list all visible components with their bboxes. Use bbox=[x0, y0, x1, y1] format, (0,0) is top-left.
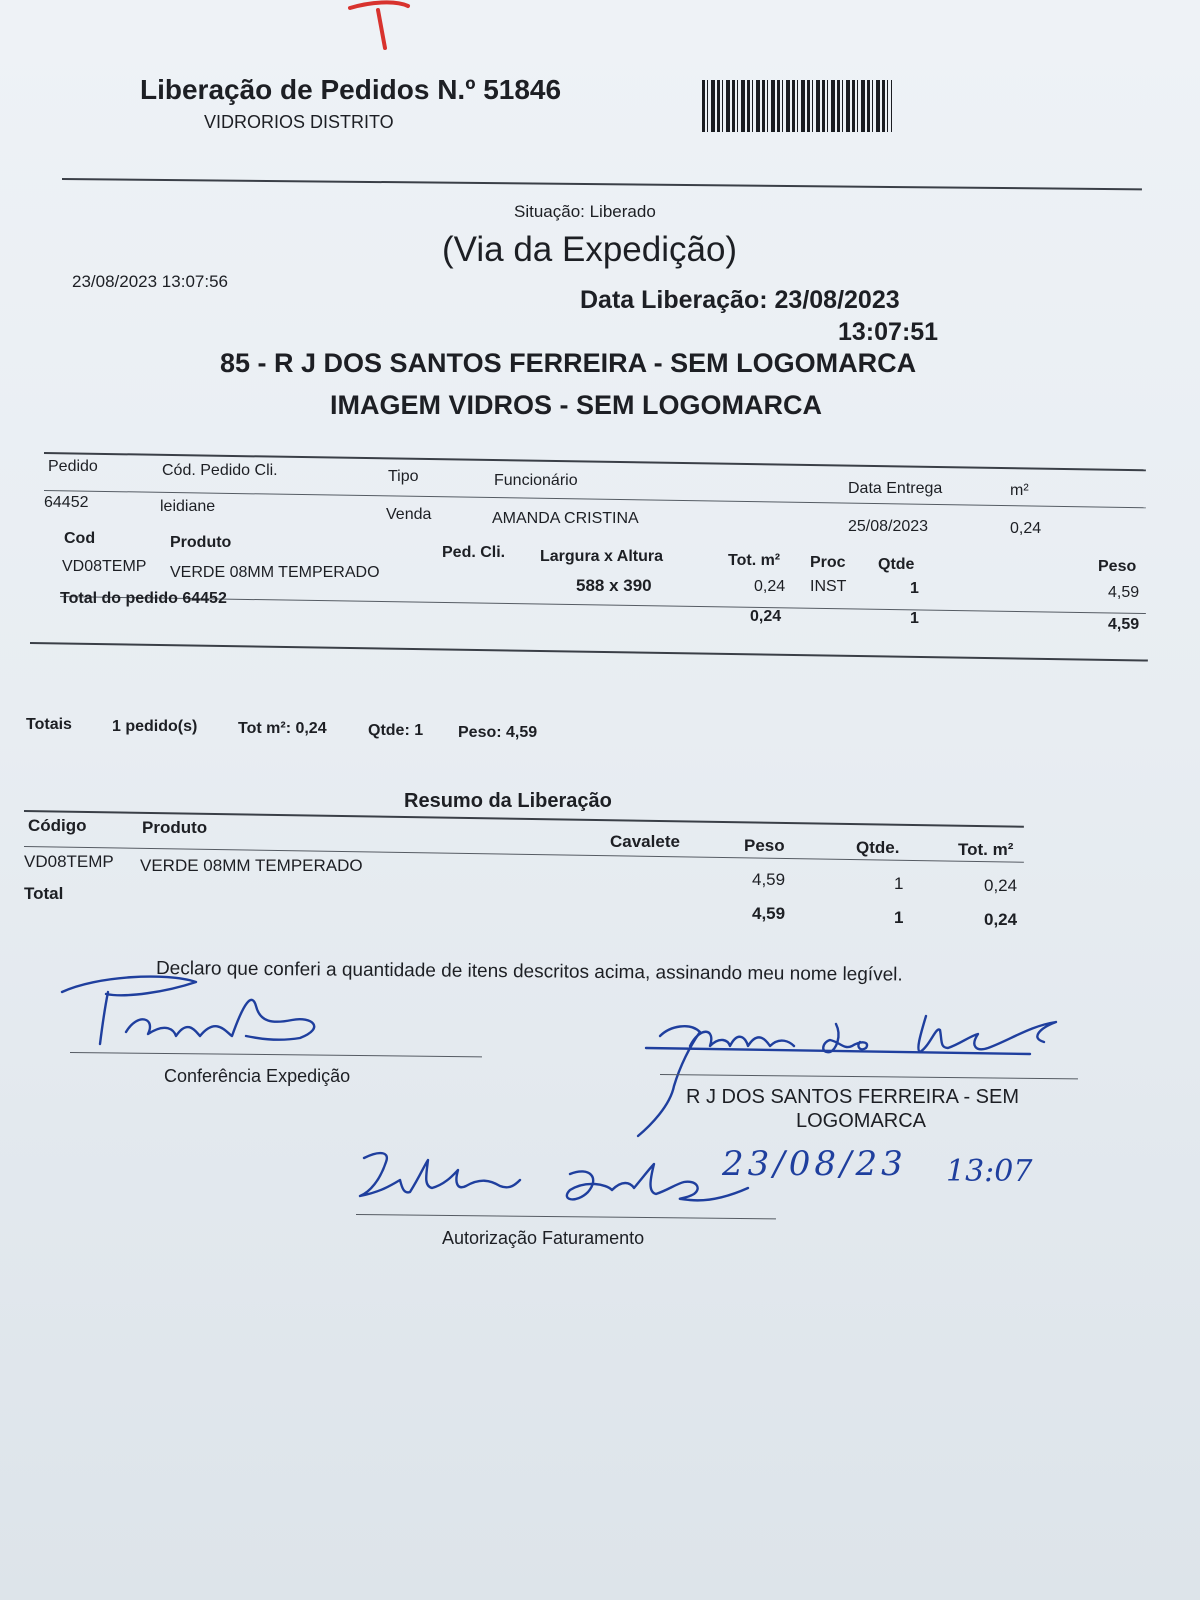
item-proc: INST bbox=[810, 578, 847, 595]
declaracao: Declaro que conferi a quantidade de itens descritos acima, assinando meu nome legível. bbox=[155, 958, 903, 986]
header-funcionario: Funcionário bbox=[494, 472, 578, 489]
total-pedido-peso: 4,59 bbox=[1108, 616, 1140, 633]
via-title: (Via da Expedição) bbox=[442, 230, 738, 269]
row-pedido: 64452 bbox=[44, 494, 89, 511]
barcode bbox=[702, 80, 892, 132]
row-tipo: Venda bbox=[386, 506, 432, 523]
company-name: VIDRORIOS DISTRITO bbox=[204, 112, 394, 132]
total-pedido-qtde: 1 bbox=[910, 610, 919, 627]
header-tipo: Tipo bbox=[388, 468, 419, 485]
totais-label: Totais bbox=[26, 716, 72, 733]
cliente-label-1: R J DOS SANTOS FERREIRA - SEM bbox=[686, 1086, 1020, 1108]
item-produto: VERDE 08MM TEMPERADO bbox=[170, 564, 380, 581]
cliente-linha-2: IMAGEM VIDROS - SEM LOGOMARCA bbox=[330, 390, 822, 420]
cliente-label-2: LOGOMARCA bbox=[796, 1110, 927, 1132]
hora-liberacao: 13:07:51 bbox=[838, 318, 939, 346]
header-m2: m² bbox=[1010, 482, 1029, 499]
header-divider bbox=[62, 178, 1142, 190]
totais-peso: Peso: 4,59 bbox=[458, 724, 538, 741]
row-data-entrega: 25/08/2023 bbox=[848, 518, 929, 535]
resumo-header-peso: Peso bbox=[744, 836, 785, 855]
item-header-proc: Proc bbox=[810, 554, 846, 571]
item-header-produto: Produto bbox=[170, 534, 232, 551]
resumo-row-qtde: 1 bbox=[894, 874, 904, 893]
signature-conferencia bbox=[56, 972, 356, 1062]
data-liberacao: Data Liberação: 23/08/2023 bbox=[580, 286, 900, 314]
totais-qtde: Qtde: 1 bbox=[368, 722, 424, 739]
resumo-total-qtde: 1 bbox=[894, 908, 904, 927]
header-cod-pedido-cli: Cód. Pedido Cli. bbox=[162, 462, 278, 479]
resumo-row-peso: 4,59 bbox=[752, 870, 786, 889]
resumo-header-tot-m2: Tot. m² bbox=[958, 840, 1014, 859]
totais-pedidos: 1 pedido(s) bbox=[112, 718, 198, 735]
resumo-total-peso: 4,59 bbox=[752, 904, 786, 923]
red-pen-mark bbox=[340, 0, 430, 60]
situacao: Situação: Liberado bbox=[514, 202, 656, 221]
resumo-row-tot-m2: 0,24 bbox=[984, 876, 1018, 895]
conferencia-label: Conferência Expedição bbox=[164, 1066, 351, 1086]
totais-tot-m2: Tot m²: 0,24 bbox=[238, 720, 327, 737]
table-bottom-line bbox=[30, 642, 1148, 662]
item-header-largura-altura: Largura x Altura bbox=[540, 548, 663, 565]
header-data-entrega: Data Entrega bbox=[848, 480, 943, 497]
item-header-cod: Cod bbox=[64, 530, 96, 547]
item-header-ped-cli: Ped. Cli. bbox=[442, 544, 506, 561]
cliente-linha-1: 85 - R J DOS SANTOS FERREIRA - SEM LOGOMARCA bbox=[220, 348, 917, 378]
resumo-title: Resumo da Liberação bbox=[404, 790, 612, 812]
handwritten-time: 13:07 bbox=[946, 1154, 1033, 1189]
item-peso: 4,59 bbox=[1108, 584, 1140, 601]
item-qtde: 1 bbox=[910, 580, 919, 597]
header-pedido: Pedido bbox=[48, 458, 98, 475]
item-tot-m2: 0,24 bbox=[754, 578, 786, 595]
resumo-row-codigo: VD08TEMP bbox=[24, 852, 114, 871]
item-header-qtde: Qtde bbox=[878, 556, 915, 573]
row-funcionario: AMANDA CRISTINA bbox=[492, 510, 639, 527]
printed-timestamp: 23/08/2023 13:07:56 bbox=[72, 272, 228, 291]
resumo-header-cavalete: Cavalete bbox=[610, 832, 680, 851]
row-m2: 0,24 bbox=[1010, 520, 1042, 537]
resumo-row-produto: VERDE 08MM TEMPERADO bbox=[140, 856, 363, 875]
handwritten-date: 23/08/23 bbox=[722, 1144, 907, 1184]
resumo-header-produto: Produto bbox=[142, 818, 208, 837]
row-cod-pedido-cli: leidiane bbox=[160, 498, 216, 515]
item-header-tot-m2: Tot. m² bbox=[728, 552, 781, 569]
item-largura-altura: 588 x 390 bbox=[576, 576, 652, 595]
autorizacao-label: Autorização Faturamento bbox=[442, 1228, 645, 1248]
resumo-total-label: Total bbox=[24, 884, 64, 903]
total-pedido-tot-m2: 0,24 bbox=[750, 608, 782, 625]
item-header-peso: Peso bbox=[1098, 558, 1137, 575]
document-title: Liberação de Pedidos N.º 51846 bbox=[140, 74, 562, 105]
item-cod: VD08TEMP bbox=[62, 558, 147, 575]
resumo-header-codigo: Código bbox=[28, 816, 87, 835]
total-pedido-label: Total do pedido 64452 bbox=[60, 590, 227, 607]
resumo-header-qtde: Qtde. bbox=[856, 838, 900, 857]
resumo-total-tot-m2: 0,24 bbox=[984, 910, 1018, 929]
